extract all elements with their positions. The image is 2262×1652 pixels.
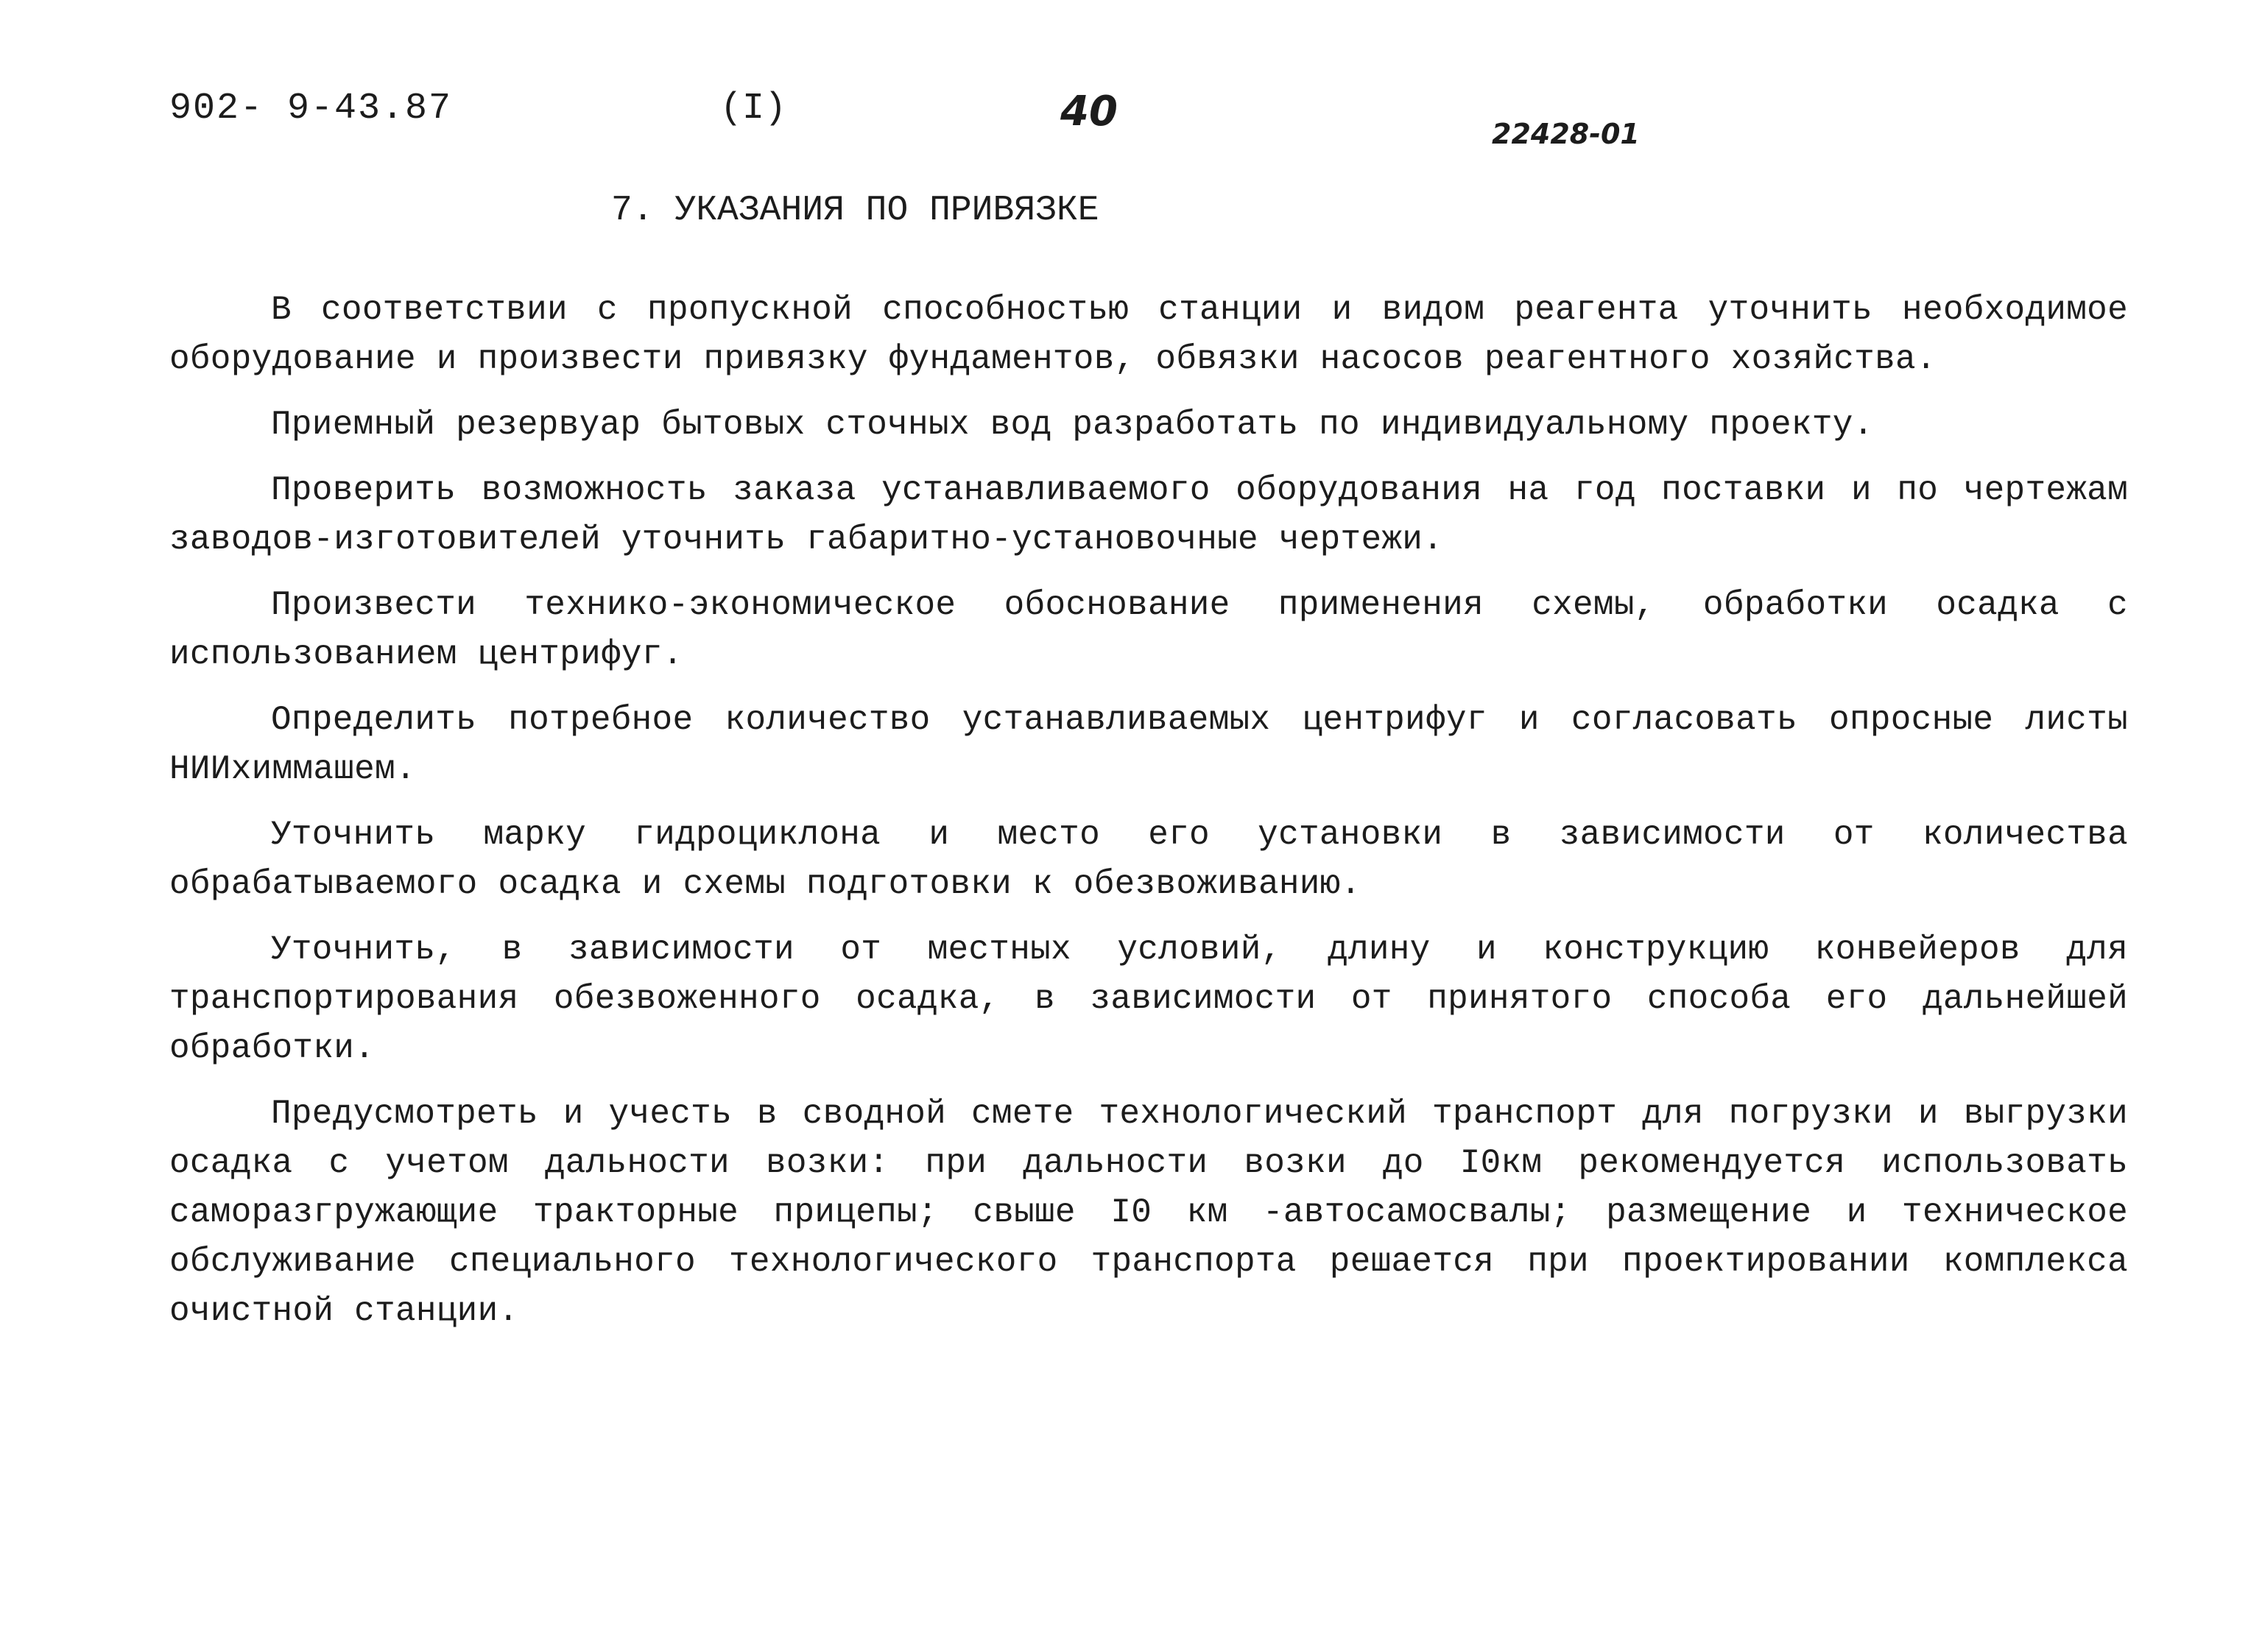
sheet-identifier: (I): [720, 88, 787, 130]
document-body: [169, 286, 2128, 1352]
paragraph: Определить потребное количество устанавливаемых центрифуг и согласовать опросные листы НИИхиммашем.: [169, 701, 2128, 788]
paragraph: Предусмотреть и учесть в сводной смете технологический транспорт для погрузки и выгрузки осадка с учетом дальности возки: при дальности возки до I0км рекомендуется использовать саморазгружающие тракторные прицепы; свыше I0 км -автосамосвалы; размещение и техническое обслуживание специального технологического транспорта решается при проектировании комплекса очистной станции.: [169, 1095, 2128, 1330]
paragraph: Приемный резервуар бытовых сточных вод разработать по индивидуальному проекту.: [271, 406, 1874, 444]
document-code: 902- 9-43.87: [169, 88, 453, 130]
paragraph: В соответствии с пропускной способностью станции и видом реагента уточнить необходимое оборудование и произвести привязку фундаментов, обвязки насосов реагентного хозяйства.: [169, 291, 2128, 378]
page-number: 40: [1060, 88, 1118, 135]
paragraph: Уточнить марку гидроциклона и место его установки в зависимости от количества обрабатываемого осадка и схемы подготовки к обезвоживанию.: [169, 816, 2128, 903]
section-title: 7. УКАЗАНИЯ ПО ПРИВЯЗКЕ: [611, 191, 1099, 230]
paragraph: Произвести технико-экономическое обоснование применения схемы, обработки осадка с использованием центрифуг.: [169, 586, 2128, 674]
archive-number: 22428-01: [1492, 118, 1640, 150]
paragraph: Уточнить, в зависимости от местных условий, длину и конструкцию конвейеров для транспортирования обезвоженного осадка, в зависимости от принятого способа его дальнейшей обработки.: [169, 931, 2128, 1067]
paragraph: Проверить возможность заказа устанавливаемого оборудования на год поставки и по чертежам заводов-изготовителей уточнить габаритно-установочные чертежи.: [169, 471, 2128, 559]
